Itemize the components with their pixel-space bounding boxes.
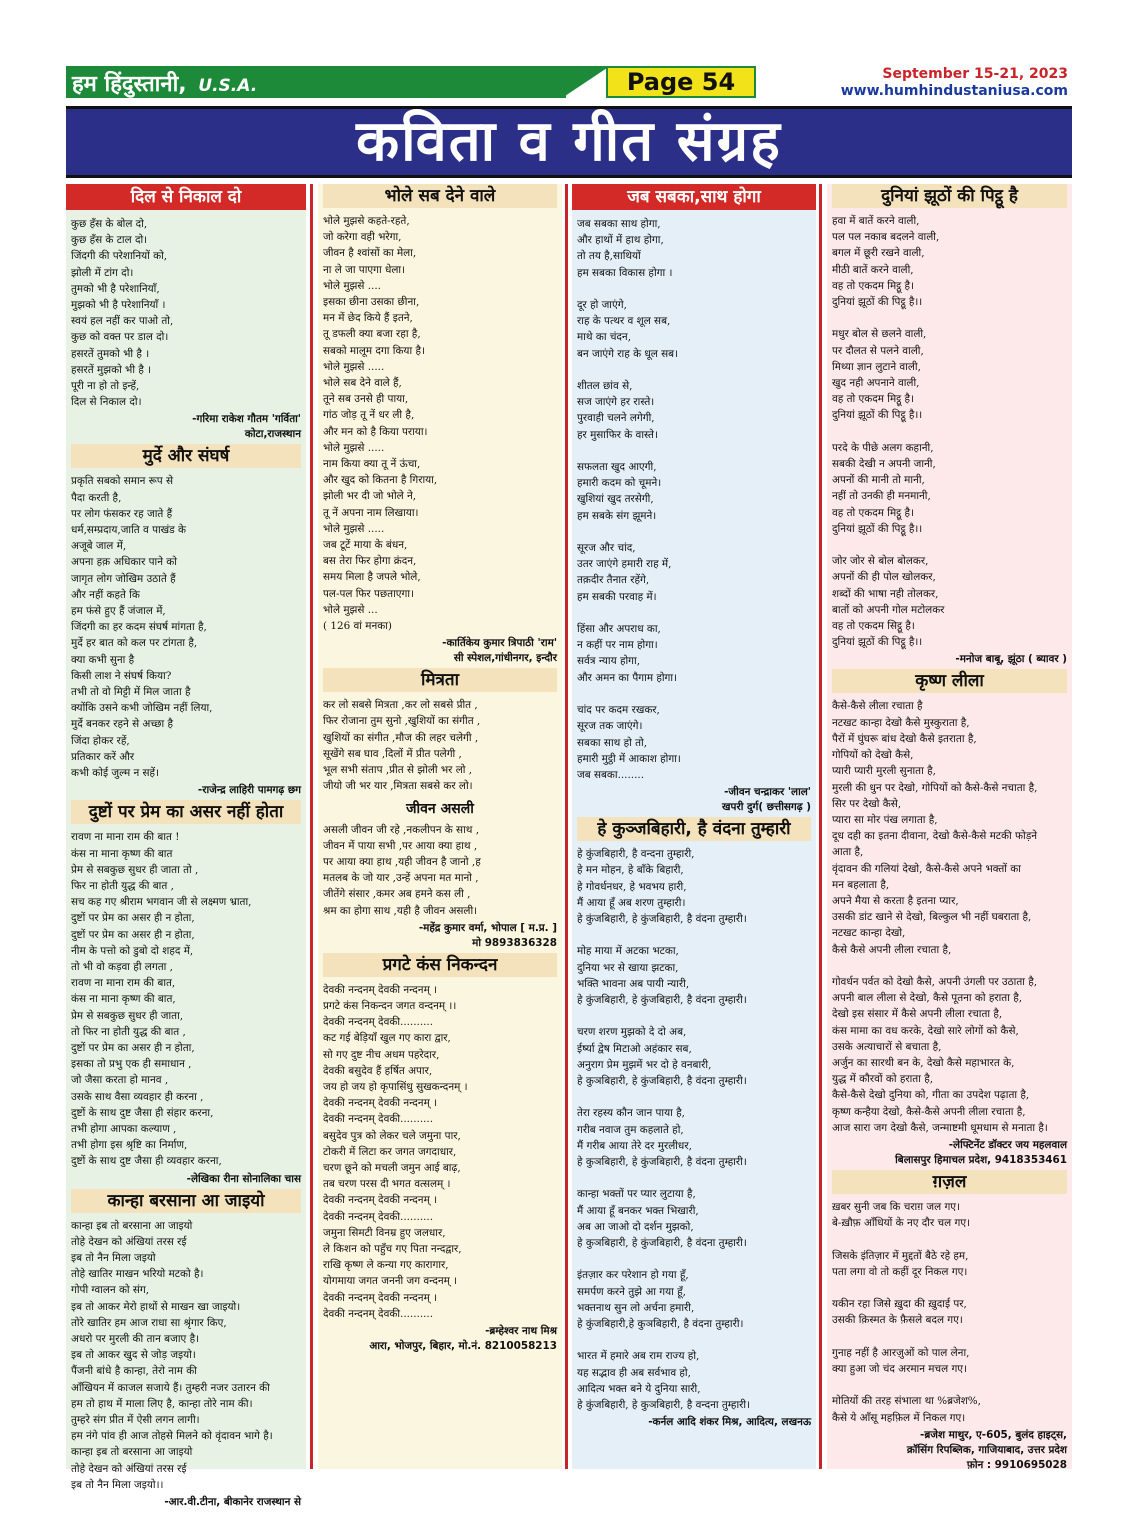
column-2 (318, 184, 562, 1469)
poem-author: -गरिमा राकेश गौतम 'गर्विता' कोटा,राजस्थान (192, 413, 301, 441)
poem-text: कुछ हँस के बोल दो, कुछ हँस के टाल दो। जिंदगी की परेशानियों को, झोली में टांग दो। तुमको भी है परेशानियाँ, मुझको भी है परेशानियाँ । स्वयं हल नहीं कर पाओ तो, कुछ को वक्त पर डाल दो। हसरतें तुमको भी है । हसरतें मुझको भी है । पूरी ना हो तो इन्हें, दिल से निकाल दो। (71, 218, 174, 409)
poem-author: -कर्नल आदि शंकर मिश्र, आदित्य, लखनऊ (648, 1416, 811, 1429)
poem-author: -मनोज बाबू, झूंठा ( ब्यावर ) (955, 653, 1067, 666)
poem-author: -जीवन चन्द्राकर 'लाल' खपरी दुर्ग( छत्तीसगढ़ ) (722, 786, 811, 814)
poem-text: प्रकृति सबको समान रूप से पैदा करती है, पर लोग फंसकर रह जाते हैं धर्म,सम्प्रदाय,जाति व पाखंड के अजूबे जाल में, अपना हक़ अधिकार पाने को जागृत लोग जोखिम उठाते हैं और नहीं कहते कि हम फंसे हुए हैं जंजाल में, जिंदगी का हर कदम संघर्ष मांगता है, मुर्दे हर बात को कल पर टांगता है, क्या कभी सुना है किसी लाश ने संघर्ष किया? तभी तो वो मिट्टी में मिल जाता है क्योंकि उसने कभी जोखिम नहीं लिया, मुर्दे बनकर रहने से अच्छा है जिंदा होकर रहें, प्रतिकार करें और कभी कोई जुल्म न सहें। (71, 475, 213, 780)
poem-text: कैसे-कैसे लीला रचाता है नटखट कान्हा देखो कैसे मुस्कुराता है, पैरों में घुंघरू बांध देखो कैसे इतराता है, गोपियों को देखो कैसे, प्यारी प्यारी मुरली सुनाता है, मुरली की धुन पर देखो, गोपियों को कैसे-कैसे नचाता है, सिर पर देखो कैसे, प्यारा सा मोर पंख लगाता है, दूध दही का इतना दीवाना, देखो कैसे-कैसे मटकी फोड़ने आता है, वृंदावन की गलियां देखो, कैसे-कैसे अपने भक्तों का मन बहलाता है, अपने मैया से करता है इतना प्यार, उसकी डांट खाने से देखो, बिल्कुल भी नहीं घबराता है, नटखट कान्हा देखो, कैसे कैसे अपनी लीला रचाता है, गोवर्धन पर्वत को देखो कैसे, अपनी उंगली पर उठाता है, अपनी बाल लीला से देखो, कैसे पूतना को हराता है, देखो इस संसार में कैसे अपनी लीला रचाता है, कंस मामा का वध करके, देखो सारे लोगों को कैसे, उसके अत्याचारों से बचाता है, अर्जुन का सारथी बन के, देखो कैसे महाभारत के, युद्ध में कौरवों को हराता है, कैसे-कैसे देखो दुनिया को, गीता का उपदेश पढ़ाता है, कृष्ण कन्हैया देखो, कैसे-कैसे अपनी लीला रचाता है, आज सारा जग देखो कैसे, जन्माष्टमी धूमधाम से मनाता है। (832, 700, 1048, 1134)
poem-title: दुष्टों पर प्रेम का असर नहीं होता (71, 800, 301, 824)
poem-author: -लेखिका रीना सोनालिका चास (186, 1172, 301, 1185)
poem-title: भोले सब देने वाले (323, 184, 557, 208)
poem-title: दिल से निकाल दो (66, 184, 306, 210)
poem-title: कान्हा बरसाना आ जाइयो (71, 1189, 301, 1213)
masthead-slant (562, 66, 610, 98)
column-1 (66, 184, 306, 1509)
poem-title: ग़ज़ल (832, 1170, 1067, 1194)
poem-text: जब सबका साथ होगा, और हाथों में हाथ होगा, तो तय है,साथियों हम सबका विकास होगा । दूर हो जाएंगे, राह के पत्थर व शूल सब, माथे का चंदन, बन जाएंगे राह के धूल सब। शीतल छांव से, सज जाएंगे हर रास्ते। पुरवाही चलने लगेगी, हर मुसाफिर के वास्ते। सफलता खुद आएगी, हमारी कदम को चूमने। खुशियां खुद तरसेगी, हम सबके संग झूमने। सूरज और चांद, उतर जाएंगे हमारी राह में, तक़दीर तैनात रहेंगे, हम सबकी परवाह में। हिंसा और अपराध का, न कहीं पर नाम होगा। सर्वत्र न्याय होगा, और अमन का पैगाम होगा। चांद पर कदम रखकर, सूरज तक जाएंगे। सबका साथ हो तो, हमारी मुट्ठी में आकाश होगा। जब सबका........ (577, 218, 681, 781)
poem-author: -ब्रजेश माथुर, ए-605, बुलंद हाइट्स, क्रॉसिंग रिपब्लिक, गाजियाबाद, उत्तर प्रदेश फ़ोन : 9910695028 (906, 1428, 1067, 1471)
poem-author: -महेंद्र कुमार वर्मा, भोपाल [ म.प्र. ] मो 9893836328 (418, 921, 557, 949)
poem-subtitle: जीवन असली (406, 800, 474, 817)
website-link[interactable]: www.humhindustaniusa.com (840, 83, 1068, 99)
poem-text: हे कुंजबिहारी, है वन्दना तुम्हारी, हे मन मोहन, हे बाँके बिहारी, हे गोवर्धनधर, हे भवभय हारी, मैं आया हूँ अब शरण तुम्हारी। हे कुंजबिहारी, हे कुंजबिहारी, है वंदना तुम्हारी। मोह माया में अटका भटका, दुनिया भर से खाया झटका, भक्ति भावना अब पायी न्यारी, हे कुंजबिहारी, हे कुंजबिहारी, है वंदना तुम्हारी। चरण शरण मुझको दे दो अब, ईर्ष्या द्वेष मिटाओ अहंकार सब, अनुराग प्रेम मुझमें भर दो हे वनबारी, हे कुञबिहारी, हे कुंजबिहारी, है वंदना तुम्हारी। तेरा रहस्य कौन जान पाया है, गरीब नवाज तुम कहलाते हो, मैं गरीब आया तेरे दर मुरलीधर, हे कुञबिहारी, हे कुंजबिहारी, है वंदना तुम्हारी। कान्हा भक्तों पर प्यार लुटाया है, मैं आया हूँ बनकर भक्त भिखारी, अब आ जाओ दो दर्शन मुझको, हे कुञबिहारी, हे कुंजबिहारी, है वंदना तुम्हारी। इंतज़ार कर परेशान हो गया हूँ, समर्पण करने तुझे आ गया हूँ, भक्तनाथ सुन लो अर्चना हमारी, हे कुंजबिहारी,हे कुञबिहारी, है वंदना तुम्हारी। भारत में हमारे अब राम राज्य हो, यह सद्भाव ही अब सर्वभाव हो, आदित्य भक्त बने ये दुनिया सारी, हे कुंजबिहारी, हे कुञबिहारी, है वन्दना तुम्हारी। (577, 848, 751, 1412)
column-4 (827, 184, 1072, 1469)
poem-text: भोले मुझसे कहते-रहते, जो करेगा वही भरेगा, जीवन है श्वांसों का मेला, ना ले जा पाएगा धेला। भोले मुझसे .... इसका छीना उसका छीना, मन में छेद किये हैं इतने, तू डफली क्या बजा रहा है, सबको मालूम दगा किया है। भोले मुझसे ..... भोले सब देने वाले हैं, तूने सब उनसे ही पाया, गांठ जोड़ तू नें धर ली है, और मन को है किया पराया। भोले मुझसे ..... नाम किया क्या तू नें ऊंचा, और खुद को कितना है गिराया, झोली भर दी जो भोले ने, तू नें अपना नाम लिखाया। भोले मुझसे ..... जब टूटें माया के बंधन, बस तेरा फिर होगा क्रंदन, समय मिला है जपले भोले, पल-पल फिर पछताएगा। भोले मुझसे ... ( 126 वां मनका) (323, 215, 438, 633)
masthead-usa: U.S.A. (198, 76, 258, 96)
poem-text: कान्हा इब तो बरसाना आ जाइयो तोहे देखन को अंखियां तरस रई इब तो नैन मिला जइयो तोहे खातिर माखन भरियो मटको है। गोपी ग्वालन को संग, इब तो आकर मेरो हाथों से माखन खा जाइयो। तोरे खातिर हम आज राधा सा श्रृंगार किए, अधरो पर मुरली की तान बजाए है। इब तो आकर खुद से जोड़ जइयो। पैंजनी बांधे है कान्हा, तेरो नाम की आँखियन में काजल सजाये हैं। तुम्हरी नजर उतारन की हम तो हाथ में माला लिए है, कान्हा तोरे नाम की। तुम्हरे संग प्रीत में ऐसी लगन लागी। हम नंगे पांव ही आज तोहसे मिलने को वृंदावन भागे है। कान्हा इब तो बरसाना आ जाइयो तोहे देखन को अंखियां तरस रई इब तो नैन मिला जइयो।। (71, 1219, 273, 1491)
poem-text: रावण ना माना राम की बात ! कंस ना माना कृष्ण की बात प्रेम से सबकुछ सुधर ही जाता तो , फिर ना होती युद्ध की बात , सच कह गए श्रीराम भगवान जी से लक्ष्मण भ्राता, दुष्टों पर प्रेम का असर ही न होता, दुष्टों पर प्रेम का असर ही न होता, नीम के पत्तो को डुबो दो शहद में, तो भी वो कड़वा ही लगता , रावण ना माना राम की बात, कंस ना माना कृष्ण की बात, प्रेम से सबकुछ सुधर ही जाता, तो फिर ना होती युद्ध की बात , दुष्टों पर प्रेम का असर ही न होता, इसका तो प्रभु एक ही समाधान , जो जैसा करता हो मानव , उसके साथ वैसा व्यवहार ही करना , दुष्टों के साथ दुष्ट जैसा ही संहार करना, तभी होगा आपका कल्याण , तभी होगा इस श्रृष्टि का निर्माण, दुष्टों के साथ दुष्ट जैसा ही व्यवहार करना, (71, 831, 252, 1168)
page-number: Page 54 (606, 66, 756, 98)
poem-text: असली जीवन जी रहे ,नकलीपन के साथ , जीवन में पाया सभी ,पर आया क्या हाथ , पर आया क्या हाथ ,यही जीवन है जानो ,ह मतलब के जो यार ,उन्हें अपना मत मानो , जीतेंगे संसार ,कमर अब हमने कस ली , श्रम का होगा साथ ,यही है जीवन असली। (323, 823, 481, 917)
poem-title: दुनियां झूठों की पिट्ठू है (832, 184, 1067, 208)
poem-text: देवकी नन्दनम् देवकी नन्दनम् । प्रगटे कंस निकन्दन जगत वन्दनम् ।। देवकी नन्दनम् देवकी.......... कट गई बेड़ियाँ खुल गए कारा द्वार, सो गए दुष्ट नीच अधम पहरेदार, देवकी बसुदेव हैं हर्षित अपार, जय हो जय हो कृपासिंधु सुखकन्दनम् । देवकी नन्दनम् देवकी नन्दनम् । देवकी नन्दनम् देवकी.......... बसुदेव पुत्र को लेकर चले जमुना पार, टोकरी में लिटा कर जगत जगदाधार, चरण छूने को मचली जमुन आई बाढ़, तब चरण परस दी भगत वत्सलम् । देवकी नन्दनम् देवकी नन्दनम् । देवकी नन्दनम् देवकी.......... जमुना सिमटी विनम्र हुए जलधार, ले किशन को पहुँच गए पिता नन्दद्वार, राखि कृष्ण ले कन्या गए कारागार, योगमाया जगत जननी जग वन्दनम् । देवकी नन्दनम् देवकी नन्दनम् । देवकी नन्दनम् देवकी.......... (323, 983, 468, 1320)
poem-title: जब सबका,साथ होगा (572, 184, 816, 210)
poem-title: हे कुञ्जबिहारी, है वंदना तुम्हारी (577, 817, 811, 841)
column-divider (310, 184, 313, 1469)
poem-title: प्रगटे कंस निकन्दन (323, 953, 557, 977)
poem-author: -लेफ्टिनेंट डॉक्टर जय महलवाल बिलासपुर हिमाचल प्रदेश, 9418353461 (895, 1138, 1067, 1166)
poem-title: मित्रता (323, 668, 557, 692)
poem-author: -आर.वी.टीना, बीकानेर राजस्थान से (164, 1496, 301, 1509)
column-3 (572, 184, 816, 1469)
masthead-bar (66, 66, 1072, 100)
poem-author: -ब्रम्हेश्वर नाथ मिश्र आरा, भोजपुर, बिहार, मो.नं. 8210058213 (369, 1324, 557, 1352)
masthead-green-band (66, 66, 566, 98)
column-divider (819, 184, 822, 1469)
poem-title: मुर्दे और संघर्ष (71, 444, 301, 468)
section-banner (66, 106, 1072, 178)
poem-author: -राजेन्द्र लाहिरी पामगढ़ छग (197, 784, 301, 797)
poem-author: -कार्तिकेय कुमार त्रिपाठी 'राम' सी स्पेशल,गांधीनगर, इन्दौर (442, 637, 557, 665)
poem-text: कर लो सबसे मित्रता ,कर लो सबसे प्रीत , फिर रोजाना तुम सुनो ,खुशियों का संगीत , खुशियों का संगीत ,मौज की लहर चलेगी , सूखेंगे सब घाव ,दिलों में प्रीत पलेगी , भूल सभी संताप ,प्रीत से झोली भर लो , जीयो जी भर यार ,मित्रता सबसे कर लो। (323, 699, 481, 793)
poem-title: कृष्ण लीला (832, 669, 1067, 693)
poem-text: हवा में बातें करने वाली, पल पल नकाब बदलने वाली, बगल में छूरी रखने वाली, मीठी बातें करने वाली, वह तो एकदम मिट्ठू है। दुनियां झूठों की पिट्ठू है।। मधुर बोल से छलने वाली, पर दौलत से पलने वाली, मिथ्या ज्ञान लुटाने वाली, खुद नही अपनाने वाली, वह तो एकदम मिट्ठू है। दुनियां झूठों की पिट्ठू है।। परदे के पीछे अलग कहानी, सबकी देखी न अपनी जानी, अपनों की मानी तो मानी, नहीं तो उनकी ही मनमानी, वह तो एकदम मिट्ठू है। दुनियां झूठों की पिट्ठू है।। जोर जोर से बोल बोलकर, अपनों की ही पोल खोलकर, शब्दों की भाषा नही तोलकर, बातों को अपनी गोल मटोलकर वह तो एकदम सिट्ठू है। दुनियां झूठों की पिट्ठू है।। (832, 215, 945, 649)
issue-date: September 15-21, 2023 (882, 66, 1068, 82)
section-title: कविता व गीत संग्रह (356, 109, 782, 174)
poem-text: ख़बर सुनी जब कि चराग़ जल गए। बे-ख़ौफ़ आँधियों के नए दौर चल गए। जिसके इंतिज़ार में मुद्दतों बैठे रहे हम, पता लगा वो तो कहीं दूर निकल गए। यकीन रहा जिसे ख़ुदा की ख़ुदाई पर, उसकी क़िस्मत के फ़ैसले बदल गए। गुनाह नहीं है आरज़ुओं को पाल लेना, क्या हुआ जो चंद अरमान मचल गए। मोतियों की तरह संभाला था %ब्रजेश%, कैसे ये आँसू महफ़िल में निकल गए। (832, 1200, 981, 1424)
masthead-title (72, 68, 257, 98)
column-divider (565, 184, 568, 1469)
masthead-name: हम हिंदुस्तानी, (72, 72, 187, 97)
